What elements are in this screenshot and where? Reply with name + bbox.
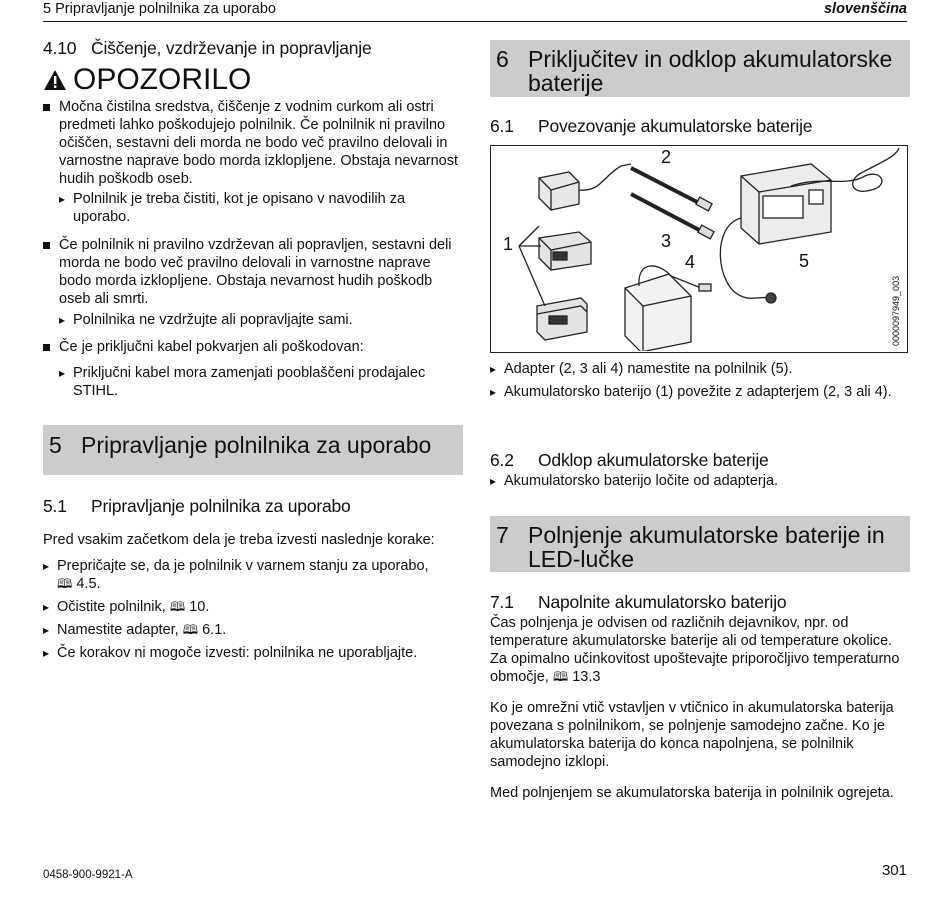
section-6-2	[490, 450, 910, 490]
figure-label-5: 5	[799, 251, 810, 271]
section-7-1-para-2: Ko je omrežni vtič vstavljen v vtičnico in akumulatorska baterija povezana s polnilnikom, se polnjenje samodejno začne. Ko je akumulatorska baterija do konca napolnjena, se polnilnik samodejno izklopi.	[490, 700, 894, 770]
book-icon: 🕮	[57, 576, 73, 591]
section-4-10	[43, 38, 463, 400]
running-header-language: slovenščina	[823, 1, 907, 17]
action-item-clean: ▸ Polnilnik je treba čistiti, kot je opisano v navodilih za uporabo.	[59, 190, 463, 226]
charger-illustration	[491, 146, 906, 351]
figure-charger-adapters	[490, 145, 908, 353]
section-7-1-para-3: Med polnjenjem se akumulatorska baterija in polnilnik ogrejeta.	[490, 785, 894, 801]
figure-label-3: 3	[661, 231, 672, 251]
book-icon: 🕮	[182, 622, 199, 637]
step-adapter: ▸ Namestite adapter, 🕮 6.1.	[43, 621, 463, 639]
section-7-1	[490, 592, 910, 802]
chapter-7-heading: 7 Polnjenje akumulatorske baterije in LED-lučke	[496, 522, 885, 572]
figure-label-4: 4	[685, 252, 696, 272]
figure-label-1: 1	[503, 234, 514, 254]
action-item-no-repair: ▸ Polnilnika ne vzdržujte ali popravljajte sami.	[59, 311, 463, 329]
figure-code: 0000097949_003	[891, 275, 901, 346]
book-icon: 🕮	[169, 599, 186, 614]
header-rule	[43, 21, 907, 22]
section-6-1	[490, 116, 910, 137]
warning-label: OPOZORILO	[73, 63, 252, 96]
section-6-1-steps	[490, 360, 910, 401]
chapter-7-bar	[490, 516, 910, 572]
chapter-6-heading: 6 Priključitev in odklop akumulatorske baterije	[496, 46, 893, 96]
warning-heading	[43, 63, 463, 97]
section-5-1-intro: Pred vsakim začetkom dela je treba izvesti naslednje korake:	[43, 532, 435, 548]
document-code: 0458-900-9921-A	[43, 869, 133, 881]
action-item-cable-replace: ▸ Priključni kabel mora zamenjati pooblaščeni prodajalec STIHL.	[59, 364, 463, 400]
step-safe-condition: ▸ Prepričajte se, da je polnilnik v varnem stanju za uporabo, 🕮 4.5.	[43, 557, 463, 593]
step-connect-battery: ▸ Akumulatorsko baterijo (1) povežite z adapterjem (2, 3 ali 4).	[490, 383, 910, 401]
chapter-5-bar	[43, 425, 463, 475]
figure-label-2: 2	[661, 147, 672, 167]
warning-triangle-icon	[43, 69, 67, 91]
book-icon: 🕮	[552, 669, 569, 684]
chapter-6-bar	[490, 40, 910, 97]
page-number: 301	[881, 862, 907, 879]
running-header-left: 5 Pripravljanje polnilnika za uporabo	[43, 1, 276, 17]
step-do-not-use: ▸ Če korakov ni mogoče izvesti: polnilnika ne uporabljajte.	[43, 644, 463, 662]
chapter-5-heading: 5 Pripravljanje polnilnika za uporabo	[49, 432, 432, 458]
section-7-1-heading: 7.1 Napolnite akumulatorsko baterijo	[490, 592, 787, 612]
warning-item-maintenance: Če polnilnik ni pravilno vzdrževan ali popravljen, sestavni deli morda ne bodo več pravilno delovali in varnostne naprave bodo morda izklopljene. Obstaja nevarnost hudih poškodb oseb ali smrti.	[43, 236, 463, 308]
step-clean: ▸ Očistite polnilnik, 🕮 10.	[43, 598, 463, 616]
warning-item-cable: Če je priključni kabel pokvarjen ali poškodovan:	[43, 338, 463, 356]
section-5-1	[43, 496, 463, 662]
section-5-1-heading: 5.1 Pripravljanje polnilnika za uporabo	[43, 496, 351, 516]
section-6-2-heading: 6.2 Odklop akumulatorske baterije	[490, 450, 769, 470]
step-mount-adapter: ▸ Adapter (2, 3 ali 4) namestite na polnilnik (5).	[490, 360, 910, 378]
section-7-1-para-1: Čas polnjenja je odvisen od različnih dejavnikov, npr. od temperature akumulatorske baterije ali od temperature okolice. Za opimalno učinkovitost upoštevajte priporočljivo temperaturno območje, 🕮 13.3	[490, 615, 900, 685]
step-disconnect: ▸ Akumulatorsko baterijo ločite od adapterja.	[490, 472, 910, 490]
section-6-1-heading: 6.1 Povezovanje akumulatorske baterije	[490, 116, 813, 136]
section-4-10-heading: 4.10 Čiščenje, vzdrževanje in popravljanje	[43, 38, 372, 58]
step-safe-condition-ref: 4.5.	[76, 576, 101, 592]
warning-item-cleaning: Močna čistilna sredstva, čiščenje z vodnim curkom ali ostri predmeti lahko poškodujejo polnilnik. Če polnilnik ni pravilno očiščen, sestavni deli morda ne bodo več pravilno delovali in varnostne naprave bodo morda izklopljene. Obstaja nevarnost hudih poškodb oseb.	[43, 98, 463, 188]
